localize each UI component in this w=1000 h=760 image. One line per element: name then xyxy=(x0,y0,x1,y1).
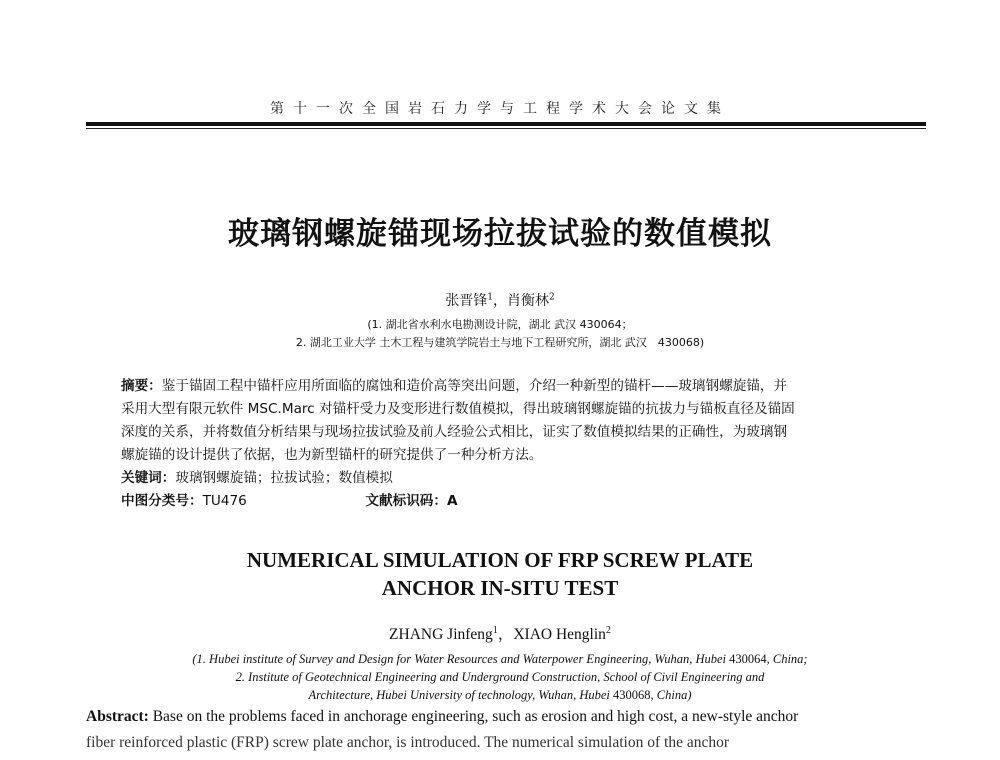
english-title xyxy=(0,546,1000,602)
clc-value: TU476 xyxy=(202,493,247,509)
doc-code-label: 文献标识码： xyxy=(365,493,447,509)
chinese-affiliation-2: 2. 湖北工业大学 土木工程与建筑学院岩土与地下工程研究所，湖北 武汉 430068) xyxy=(295,336,705,349)
english-aff3-country: China) xyxy=(656,688,692,702)
english-title-line-1: NUMERICAL SIMULATION OF FRP SCREW PLATE xyxy=(246,548,754,572)
english-affiliation-3 xyxy=(0,688,1000,703)
english-author-2: XIAO Henglin xyxy=(513,626,606,643)
chinese-classification xyxy=(121,489,885,509)
chinese-author-1-sup: 1 xyxy=(487,292,493,303)
chinese-keywords xyxy=(121,466,885,486)
chinese-author-separator: ， xyxy=(493,293,507,309)
chinese-abstract-line-3: 深度的关系，并将数值分析结果与现场拉拔试验及前人经验公式相比，证实了数值模拟结果的正确性，为玻璃钢 xyxy=(121,424,788,440)
chinese-affiliation-1: (1. 湖北省水利水电勘测设计院，湖北 武汉 430064； xyxy=(367,318,633,331)
english-aff1-postcode: 430064, xyxy=(726,652,773,666)
chinese-keywords-label: 关键词： xyxy=(121,470,176,486)
chinese-abstract-line-4: 螺旋锚的设计提供了依据，也为新型锚杆的研究提供了一种分析方法。 xyxy=(121,447,543,463)
english-abstract-line-1 xyxy=(86,708,926,726)
chinese-author-2: 肖衡林 xyxy=(507,293,549,309)
english-affiliation-2: 2. Institute of Geotechnical Engineering and Underground Construction, School of Civil Engineering and xyxy=(235,670,765,684)
header-rule-thick xyxy=(86,122,926,126)
english-aff3-text: Architecture, Hubei University of technology, Wuhan, Hubei xyxy=(308,688,610,702)
english-authors xyxy=(0,622,1000,644)
english-aff1-text: (1. Hubei institute of Survey and Design for Water Resources and Waterpower Engineering, Wuhan, Hubei xyxy=(192,652,726,666)
chinese-title: 玻璃钢螺旋锚现场拉拔试验的数值模拟 xyxy=(228,216,772,252)
chinese-abstract-line-1 xyxy=(121,374,885,394)
english-author-1: ZHANG Jinfeng xyxy=(389,626,493,643)
chinese-author-2-sup: 2 xyxy=(549,292,555,303)
english-aff3-postcode: 430068, xyxy=(609,688,657,702)
chinese-abstract-line-2: 采用大型有限元软件 MSC.Marc 对锚杆受力及变形进行数值模拟，得出玻璃钢螺旋锚的抗拔力与锚板直径及锚固 xyxy=(121,401,795,417)
chinese-keywords-text: 玻璃钢螺旋锚；拉拔试验；数值模拟 xyxy=(175,470,393,486)
running-header: 第十一次全国岩石力学与工程学术大会论文集 xyxy=(270,101,730,117)
english-abstract-text-1: Base on the problems faced in anchorage engineering, such as erosion and high cost, a new-style anchor xyxy=(148,708,799,725)
english-abstract-line-2: fiber reinforced plastic (FRP) screw plate anchor, is introduced. The numerical simulation of the anchor xyxy=(86,734,729,751)
chinese-abstract-label: 摘要： xyxy=(121,378,162,394)
clc-label: 中图分类号： xyxy=(121,493,203,509)
chinese-author-1: 张晋锋 xyxy=(445,293,488,309)
english-author-separator: ， xyxy=(497,626,514,643)
header-rule-thin xyxy=(86,128,926,129)
english-author-2-sup: 2 xyxy=(605,624,611,636)
english-aff1-country: China; xyxy=(772,652,808,666)
doc-code-value: A xyxy=(446,493,458,509)
chinese-abstract-text-1: 鉴于锚固工程中锚杆应用所面临的腐蚀和造价高等突出问题，介绍一种新型的锚杆——玻璃钢螺旋锚，并 xyxy=(161,378,788,394)
chinese-authors xyxy=(0,290,1000,310)
english-affiliation-1 xyxy=(0,652,1000,667)
english-title-line-2: ANCHOR IN-SITU TEST xyxy=(381,576,619,600)
english-abstract-label: Abstract: xyxy=(86,708,149,725)
english-author-1-sup: 1 xyxy=(492,624,498,636)
